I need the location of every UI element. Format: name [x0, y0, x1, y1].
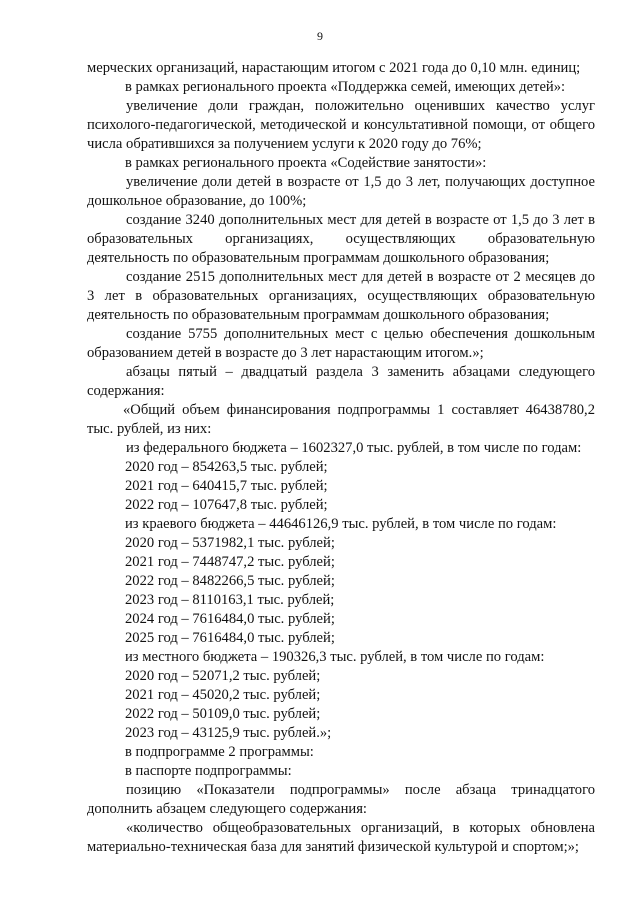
paragraph: из федерального бюджета – 1602327,0 тыс. рублей, в том числе по годам:	[126, 440, 582, 456]
paragraph: в рамках регионального проекта «Содействие занятости»:	[125, 155, 487, 171]
local-year-line: 2023 год – 43125,9 тыс. рублей.»;	[125, 725, 332, 741]
paragraph: в рамках регионального проекта «Поддержка семей, имеющих детей»:	[125, 79, 566, 95]
paragraph: позицию «Показатели подпрограммы» после абзаца тринадцатого дополнить абзацем следующего содержания:	[87, 782, 595, 817]
regional-year-line: 2024 год – 7616484,0 тыс. рублей;	[125, 611, 335, 627]
paragraph: в паспорте подпрограммы:	[125, 763, 292, 779]
document-body	[87, 59, 595, 857]
federal-year-line: 2020 год – 854263,5 тыс. рублей;	[125, 459, 328, 475]
federal-year-line: 2021 год – 640415,7 тыс. рублей;	[125, 478, 328, 494]
regional-year-line: 2023 год – 8110163,1 тыс. рублей;	[125, 592, 335, 608]
regional-year-line: 2022 год – 8482266,5 тыс. рублей;	[125, 573, 335, 589]
regional-year-line: 2025 год – 7616484,0 тыс. рублей;	[125, 630, 335, 646]
paragraph: в подпрограмме 2 программы:	[125, 744, 314, 760]
local-year-line: 2021 год – 45020,2 тыс. рублей;	[125, 687, 321, 703]
page-number: 9	[317, 29, 323, 43]
local-budget-heading: из местного бюджета – 190326,3 тыс. рублей, в том числе по годам:	[125, 649, 545, 665]
paragraph: «количество общеобразовательных организаций, в которых обновлена материально-техническая база для занятий физической культурой и спортом;»;	[87, 820, 595, 855]
paragraph: создание 2515 дополнительных мест для детей в возрасте от 2 месяцев до 3 лет в образовательных организациях, осуществляющих образовательную деятельность по образовательным программам дошкольного образования;	[87, 269, 595, 323]
paragraph: увеличение доли граждан, положительно оценивших качество услуг психолого-педагогической, методической и консультативной помощи, от общего числа обратившихся за получением услуги к 2020 году до 76%;	[87, 98, 595, 152]
federal-year-line: 2022 год – 107647,8 тыс. рублей;	[125, 497, 328, 513]
paragraph: мерческих организаций, нарастающим итогом с 2021 года до 0,10 млн. единиц;	[87, 60, 581, 76]
regional-year-line: 2020 год – 5371982,1 тыс. рублей;	[125, 535, 335, 551]
paragraph: создание 3240 дополнительных мест для детей в возрасте от 1,5 до 3 лет в образовательных организациях, осуществляющих образовательную деятельность по образовательным программам дошкольного образования;	[87, 212, 595, 266]
paragraph: создание 5755 дополнительных мест с целью обеспечения дошкольным образованием детей в возрасте до 3 лет нарастающим итогом.»;	[87, 326, 595, 361]
local-year-line: 2022 год – 50109,0 тыс. рублей;	[125, 706, 321, 722]
regional-budget-heading: из краевого бюджета – 44646126,9 тыс. рублей, в том числе по годам:	[125, 516, 557, 532]
paragraph: увеличение доли детей в возрасте от 1,5 до 3 лет, получающих доступное дошкольное образование, до 100%;	[87, 174, 595, 209]
paragraph: абзацы пятый – двадцатый раздела 3 заменить абзацами следующего содержания:	[87, 364, 595, 399]
local-year-line: 2020 год – 52071,2 тыс. рублей;	[125, 668, 321, 684]
regional-year-line: 2021 год – 7448747,2 тыс. рублей;	[125, 554, 335, 570]
paragraph: «Общий объем финансирования подпрограммы 1 составляет 46438780,2 тыс. рублей, из них:	[87, 402, 595, 437]
